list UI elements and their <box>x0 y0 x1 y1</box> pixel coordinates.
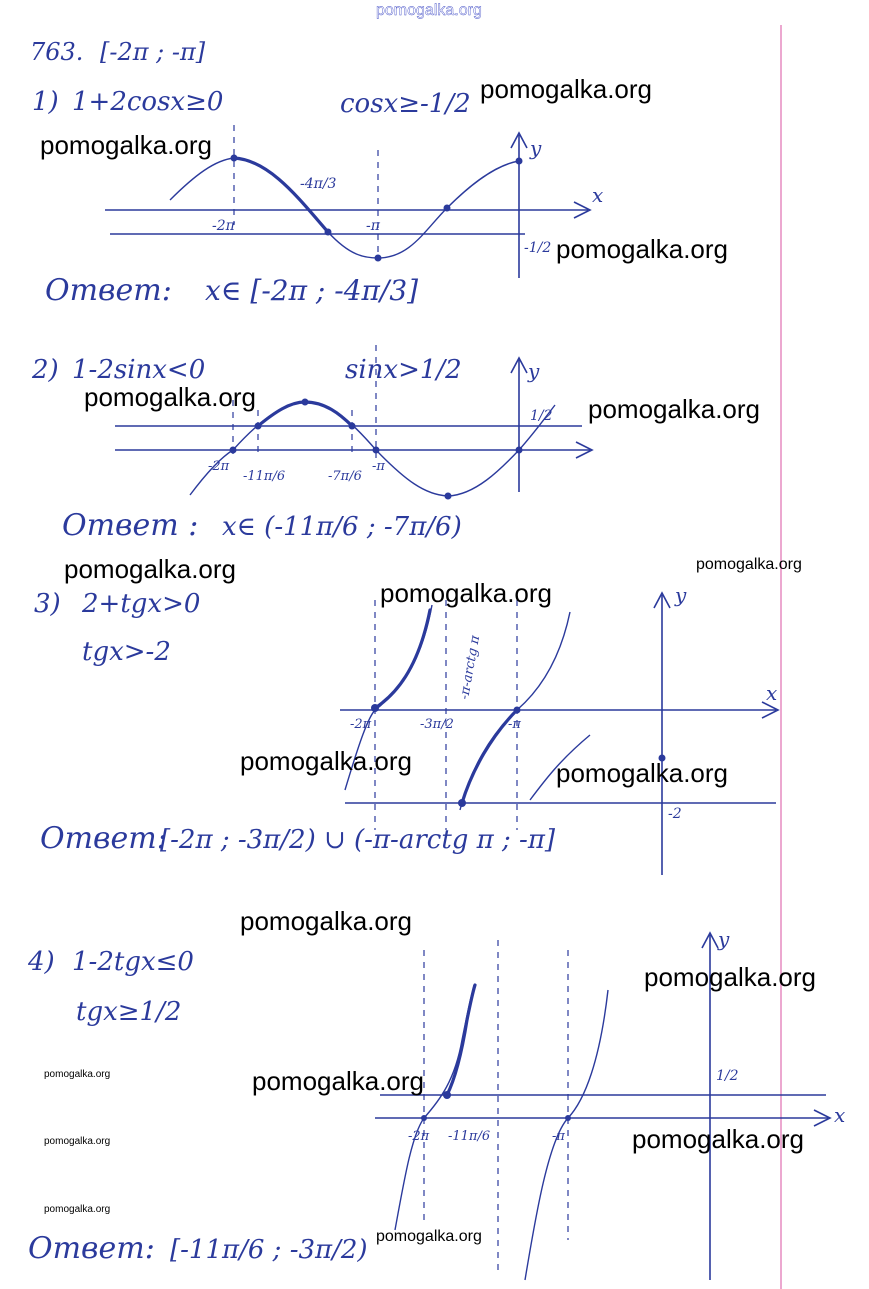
part-4-y-label: y <box>718 927 730 951</box>
part-2-label: 2) <box>32 355 59 385</box>
watermark: pomogalka.org <box>380 578 552 608</box>
watermark: pomogalka.org <box>240 746 412 776</box>
part-1-inequality: 1+2cosx≥0 <box>72 87 224 117</box>
part-4-answer: [-11π/6 ; -3π/2) <box>170 1235 368 1265</box>
part-4-answer-word: Ответ: <box>28 1231 155 1266</box>
part-1-tick: -4π/3 <box>300 176 337 192</box>
part-3-point <box>371 704 379 712</box>
part-4-inequality: 1-2tgx≤0 <box>72 947 194 977</box>
part-2-point <box>302 399 309 406</box>
part-2 <box>31 345 592 543</box>
watermark: pomogalka.org <box>44 1204 111 1215</box>
part-3-tick-rotated: -π-arctg π <box>457 634 484 701</box>
watermark: pomogalka.org <box>44 1069 111 1080</box>
watermark: pomogalka.org <box>252 1066 424 1096</box>
part-1-tick: -1/2 <box>524 240 552 256</box>
part-1-reduced: cosx≥-1/2 <box>340 89 471 119</box>
part-3-answer: [-2π ; -3π/2) ∪ (-π-arctg π ; -π] <box>160 825 556 855</box>
task-number: 763. <box>30 38 84 66</box>
watermark: pomogalka.org <box>376 1228 482 1245</box>
part-1-tick: -π <box>366 218 380 234</box>
part-1-answer: x∈ [-2π ; -4π/3] <box>205 274 419 307</box>
part-1-point <box>444 205 451 212</box>
part-4-tick: 1/2 <box>716 1068 739 1084</box>
part-1-y-label: y <box>530 136 542 160</box>
part-4-point <box>565 1115 571 1121</box>
part-1-answer-word: Ответ: <box>45 273 172 308</box>
part-2-point <box>445 493 452 500</box>
part-2-point <box>255 423 262 430</box>
part-3-point <box>514 707 521 714</box>
part-2-tick: -11π/6 <box>243 469 286 484</box>
part-1-x-label: x <box>592 183 604 207</box>
part-3-inequality: 2+tgx>0 <box>82 589 201 619</box>
part-4-tan-branch <box>395 985 474 1230</box>
part-4-tick: -π <box>552 1129 565 1144</box>
part-2-answer-word: Ответ : <box>62 508 199 543</box>
part-2-point <box>373 447 380 454</box>
part-4-tan-branch <box>525 990 608 1280</box>
part-2-solution-arc <box>258 402 352 426</box>
part-3 <box>34 583 778 875</box>
watermark: pomogalka.org <box>84 382 256 412</box>
part-2-reduced: sinx>1/2 <box>345 355 462 385</box>
part-1-cos-curve <box>170 158 519 258</box>
part-1-label: 1) <box>32 87 59 117</box>
part-3-x-label: x <box>766 681 778 705</box>
part-3-answer-word: Ответ: <box>40 821 167 856</box>
part-2-point <box>230 447 237 454</box>
part-3-tick: -π <box>508 717 521 732</box>
watermark: pomogalka.org <box>632 1124 804 1154</box>
part-3-point <box>458 799 466 807</box>
watermark: pomogalka.org <box>40 130 212 160</box>
part-1-point <box>516 158 523 165</box>
watermark: pomogalka.org <box>696 556 802 573</box>
part-4-point <box>443 1091 451 1099</box>
part-1-point <box>231 155 238 162</box>
part-1-solution-arc <box>234 158 328 232</box>
part-2-answer: x∈ (-11π/6 ; -7π/6) <box>222 512 462 542</box>
part-3-tick: -2π <box>350 717 372 732</box>
part-2-tick: -2π <box>208 459 230 474</box>
part-4-reduced: tgx≥1/2 <box>76 997 182 1027</box>
part-2-tick: 1/2 <box>530 408 553 424</box>
part-2-y-label: y <box>528 359 540 383</box>
watermark: pomogalka.org <box>44 1136 111 1147</box>
watermark: pomogalka.org <box>480 74 652 104</box>
task-interval: [-2π ; -π] <box>100 38 206 66</box>
part-1-point <box>375 255 382 262</box>
part-4-label: 4) <box>28 947 55 977</box>
part-4-tick: -2π <box>408 1129 430 1144</box>
part-4-x-label: x <box>834 1103 846 1127</box>
part-4-tick: -11π/6 <box>448 1129 491 1144</box>
part-3-tick: -3π/2 <box>420 717 454 732</box>
part-2-point <box>516 447 523 454</box>
watermark: pomogalka.org <box>556 234 728 264</box>
part-3-label: 3) <box>34 589 61 619</box>
part-3-y-label: y <box>675 583 687 607</box>
part-4-point <box>421 1115 427 1121</box>
watermark: pomogalka.org <box>588 394 760 424</box>
part-1-point <box>325 229 332 236</box>
watermark: pomogalka.org <box>64 554 236 584</box>
watermark: pomogalka.org <box>644 962 816 992</box>
part-3-solution-branch <box>375 610 430 708</box>
watermark: pomogalka.org <box>556 758 728 788</box>
part-3-reduced: tgx>-2 <box>82 637 171 667</box>
part-2-tick: -π <box>372 459 385 474</box>
part-3-tick: -2 <box>668 806 682 822</box>
part-1-tick: -2π <box>212 218 235 234</box>
watermark: pomogalka.org <box>240 906 412 936</box>
part-1 <box>32 87 603 308</box>
part-2-tick: -7π/6 <box>328 469 362 484</box>
part-2-inequality: 1-2sinx<0 <box>72 355 206 385</box>
part-2-point <box>349 423 356 430</box>
watermark-header: pomogalka.org <box>376 2 482 19</box>
